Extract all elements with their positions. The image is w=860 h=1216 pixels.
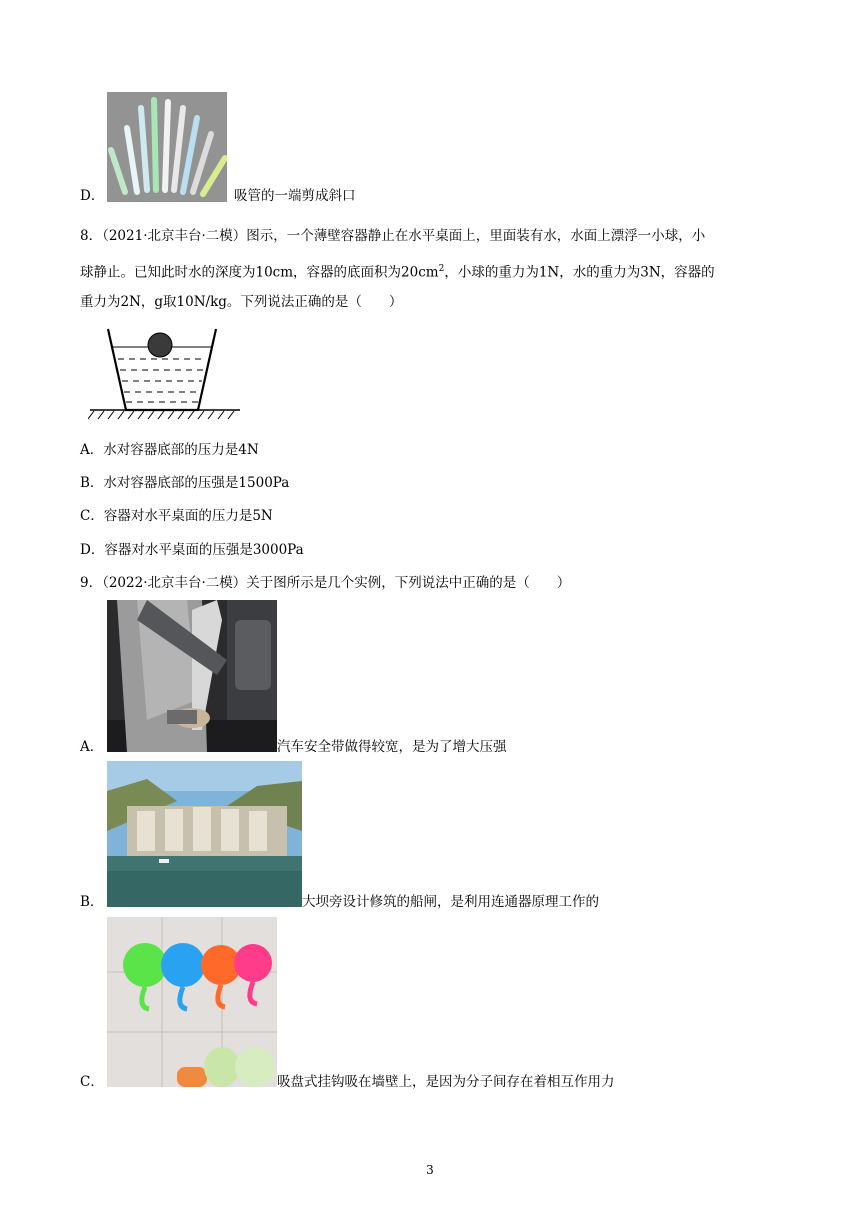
straws-photo bbox=[107, 92, 227, 202]
suction-hooks-photo bbox=[107, 917, 277, 1087]
q8-line-3: 重力为2N，g取10N/kg。下列说法正确的是（ ） bbox=[80, 294, 403, 310]
superscript: 2 bbox=[438, 264, 445, 274]
option-letter: B． bbox=[80, 894, 104, 910]
q8-line-2 bbox=[80, 259, 715, 283]
option-text: 水对容器底部的压力是4N bbox=[103, 442, 259, 458]
option-letter: A． bbox=[80, 739, 104, 755]
option-letter: B． bbox=[80, 475, 104, 491]
option-letter: D． bbox=[80, 188, 105, 204]
option-text: 容器对水平桌面的压强是3000Pa bbox=[104, 542, 304, 558]
option-letter: C． bbox=[80, 508, 104, 524]
option-text: 水对容器底部的压强是1500Pa bbox=[103, 475, 290, 491]
q8-option-d bbox=[80, 540, 304, 560]
option-text: 容器对水平桌面的压力是5N bbox=[103, 508, 273, 524]
option-d-prev-text: 吸管的一端剪成斜口 bbox=[234, 188, 356, 204]
q9-option-a bbox=[80, 737, 103, 757]
q9-option-a-text: 汽车安全带做得较宽，是为了增大压强 bbox=[277, 739, 507, 755]
q9-stem: 9．（2022·北京丰台·二模）关于图所示是几个实例，下列说法中正确的是（ ） bbox=[80, 575, 571, 591]
q9-option-c-text: 吸盘式挂钩吸在墙壁上，是因为分子间存在着相互作用力 bbox=[277, 1074, 615, 1090]
ship-lock-photo bbox=[107, 761, 302, 907]
q8-option-c bbox=[80, 506, 273, 526]
q9-option-b-text: 大坝旁设计修筑的船闸，是利用连通器原理工作的 bbox=[302, 894, 599, 910]
option-d-prev bbox=[80, 186, 104, 206]
q8-line-2a: 球静止。已知此时水的深度为10cm，容器的底面积为20cm bbox=[80, 264, 439, 281]
page-number: 3 bbox=[426, 1163, 434, 1177]
q9-option-c bbox=[80, 1072, 104, 1092]
q9-option-b bbox=[80, 892, 103, 912]
q8-line-1: 8．（2021·北京丰台·二模）图示，一个薄壁容器静止在水平桌面上，里面装有水，水面上漂浮一小球，小 bbox=[80, 228, 706, 244]
option-letter: A． bbox=[80, 442, 104, 458]
container-diagram bbox=[88, 323, 248, 423]
seatbelt-photo bbox=[107, 600, 277, 752]
q8-line-2b: ，小球的重力为1N，水的重力为3N，容器的 bbox=[444, 264, 715, 281]
q8-option-a bbox=[80, 440, 259, 460]
option-letter: C． bbox=[80, 1074, 104, 1090]
q8-option-b bbox=[80, 473, 289, 493]
option-letter: D． bbox=[80, 542, 105, 558]
